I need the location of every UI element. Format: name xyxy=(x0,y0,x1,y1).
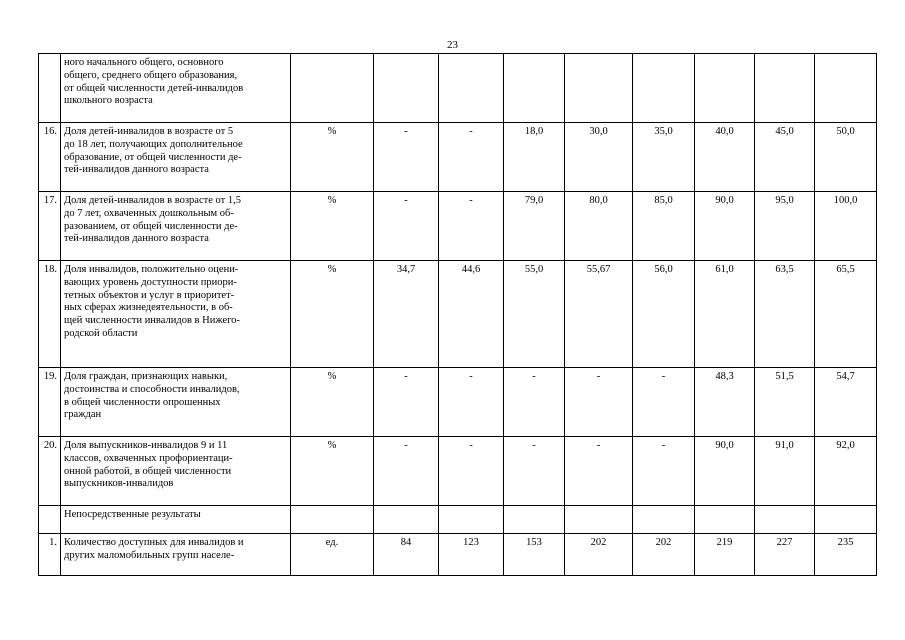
value-cell: - xyxy=(439,123,504,192)
indicator-description-line: в общей численности опрошенных xyxy=(64,396,221,408)
value-cell: 48,3 xyxy=(695,368,755,437)
value-cell xyxy=(695,54,755,123)
indicator-description xyxy=(61,54,291,123)
indicator-description-line: Доля детей-инвалидов в возрасте от 5 xyxy=(64,126,234,137)
value-cell: 61,0 xyxy=(695,261,755,368)
table-row xyxy=(39,261,877,368)
value-cell: - xyxy=(374,123,439,192)
value-cell xyxy=(565,506,633,534)
unit-cell: % xyxy=(291,192,374,261)
unit-cell: % xyxy=(291,123,374,192)
value-cell: 79,0 xyxy=(504,192,565,261)
value-cell: 35,0 xyxy=(633,123,695,192)
value-cell xyxy=(374,506,439,534)
unit-cell: % xyxy=(291,437,374,506)
value-cell xyxy=(504,54,565,123)
value-cell: - xyxy=(439,368,504,437)
table-row xyxy=(39,368,877,437)
value-cell xyxy=(815,506,877,534)
indicator-description xyxy=(61,123,291,192)
indicator-description-line: тей-инвалидов данного возраста xyxy=(64,233,209,245)
row-number: 19. xyxy=(39,368,61,437)
indicator-description-line: щей численности инвалидов в Нижего- xyxy=(64,315,240,327)
value-cell: 90,0 xyxy=(695,192,755,261)
indicator-description-line: Доля инвалидов, положительно оцени- xyxy=(64,264,239,275)
indicator-description-line: выпускников-инвалидов xyxy=(64,478,174,490)
value-cell xyxy=(374,54,439,123)
indicator-description xyxy=(61,437,291,506)
indicator-description-line: общего, среднего общего образования, xyxy=(64,69,238,81)
indicator-description-line: вающих уровень доступности приори- xyxy=(64,276,237,288)
indicator-description-line: ных сферах жизнедеятельности, в об- xyxy=(64,302,233,314)
value-cell: 202 xyxy=(565,534,633,576)
value-cell: - xyxy=(504,437,565,506)
indicator-description-line: Доля детей-инвалидов в возрасте от 1,5 xyxy=(64,195,241,206)
value-cell xyxy=(565,54,633,123)
indicator-description-line: школьного возраста xyxy=(64,95,153,107)
value-cell xyxy=(633,54,695,123)
unit-cell: % xyxy=(291,261,374,368)
indicator-description-line: онной работой, в общей численности xyxy=(64,465,232,477)
value-cell xyxy=(755,54,815,123)
value-cell: 90,0 xyxy=(695,437,755,506)
table-row xyxy=(39,506,877,534)
indicator-description-line: других маломобильных групп населе- xyxy=(64,549,235,561)
indicator-description-line: Количество доступных для инвалидов и xyxy=(64,537,244,548)
value-cell: 55,0 xyxy=(504,261,565,368)
value-cell: - xyxy=(374,368,439,437)
value-cell xyxy=(439,506,504,534)
indicator-description xyxy=(61,506,291,534)
row-number: 16. xyxy=(39,123,61,192)
value-cell xyxy=(695,506,755,534)
value-cell: - xyxy=(504,368,565,437)
value-cell: 65,5 xyxy=(815,261,877,368)
value-cell: 123 xyxy=(439,534,504,576)
value-cell: - xyxy=(565,368,633,437)
value-cell: 95,0 xyxy=(755,192,815,261)
value-cell xyxy=(504,506,565,534)
indicator-description xyxy=(61,534,291,576)
indicator-description-line: тей-инвалидов данного возраста xyxy=(64,164,209,176)
value-cell: 91,0 xyxy=(755,437,815,506)
value-cell: 219 xyxy=(695,534,755,576)
value-cell: 18,0 xyxy=(504,123,565,192)
value-cell: - xyxy=(633,437,695,506)
indicator-description-line: Доля граждан, признающих навыки, xyxy=(64,371,228,382)
value-cell: - xyxy=(439,192,504,261)
value-cell: 92,0 xyxy=(815,437,877,506)
row-number xyxy=(39,54,61,123)
indicator-description-line: ного начального общего, основного xyxy=(64,57,224,68)
unit-cell xyxy=(291,506,374,534)
value-cell: 84 xyxy=(374,534,439,576)
value-cell: 85,0 xyxy=(633,192,695,261)
page-number: 23 xyxy=(447,39,458,51)
value-cell: 56,0 xyxy=(633,261,695,368)
table-row xyxy=(39,437,877,506)
indicator-description-line: разованием, от общей численности де- xyxy=(64,220,238,232)
table-row xyxy=(39,534,877,576)
table-row xyxy=(39,192,877,261)
indicator-description-line: образование, от общей численности де- xyxy=(64,151,242,163)
indicator-description-line: классов, охваченных профориентаци- xyxy=(64,452,233,464)
value-cell: 202 xyxy=(633,534,695,576)
value-cell: 30,0 xyxy=(565,123,633,192)
table-row xyxy=(39,123,877,192)
unit-cell: % xyxy=(291,368,374,437)
value-cell: - xyxy=(439,437,504,506)
value-cell: - xyxy=(374,192,439,261)
value-cell: 34,7 xyxy=(374,261,439,368)
indicator-description xyxy=(61,261,291,368)
row-number: 1. xyxy=(39,534,61,576)
table-body xyxy=(39,54,877,576)
row-number xyxy=(39,506,61,534)
table-row xyxy=(39,54,877,123)
value-cell: - xyxy=(374,437,439,506)
value-cell xyxy=(755,506,815,534)
row-number: 17. xyxy=(39,192,61,261)
value-cell xyxy=(439,54,504,123)
value-cell: 54,7 xyxy=(815,368,877,437)
value-cell: 40,0 xyxy=(695,123,755,192)
indicator-description-line: от общей численности детей-инвалидов xyxy=(64,82,244,94)
indicator-description xyxy=(61,192,291,261)
value-cell: 227 xyxy=(755,534,815,576)
unit-cell: ед. xyxy=(291,534,374,576)
value-cell: 63,5 xyxy=(755,261,815,368)
row-number: 18. xyxy=(39,261,61,368)
indicators-table xyxy=(38,53,877,576)
indicator-description-line: достоинства и способности инвалидов, xyxy=(64,383,240,395)
value-cell: - xyxy=(565,437,633,506)
row-number: 20. xyxy=(39,437,61,506)
value-cell: 153 xyxy=(504,534,565,576)
value-cell xyxy=(815,54,877,123)
value-cell: 235 xyxy=(815,534,877,576)
indicator-description-line: до 18 лет, получающих дополнительное xyxy=(64,138,243,150)
indicator-description-line: граждан xyxy=(64,409,102,421)
unit-cell xyxy=(291,54,374,123)
value-cell xyxy=(633,506,695,534)
value-cell: - xyxy=(633,368,695,437)
indicator-description-line: тетных объектов и услуг в приоритет- xyxy=(64,289,235,301)
value-cell: 80,0 xyxy=(565,192,633,261)
indicator-description-line: до 7 лет, охваченных дошкольным об- xyxy=(64,207,234,219)
value-cell: 50,0 xyxy=(815,123,877,192)
value-cell: 55,67 xyxy=(565,261,633,368)
indicator-description-line: родской области xyxy=(64,327,138,339)
indicator-description xyxy=(61,368,291,437)
value-cell: 45,0 xyxy=(755,123,815,192)
value-cell: 44,6 xyxy=(439,261,504,368)
indicator-description-line: Доля выпускников-инвалидов 9 и 11 xyxy=(64,440,228,451)
value-cell: 51,5 xyxy=(755,368,815,437)
indicator-description-line: Непосредственные результаты xyxy=(64,509,201,520)
value-cell: 100,0 xyxy=(815,192,877,261)
